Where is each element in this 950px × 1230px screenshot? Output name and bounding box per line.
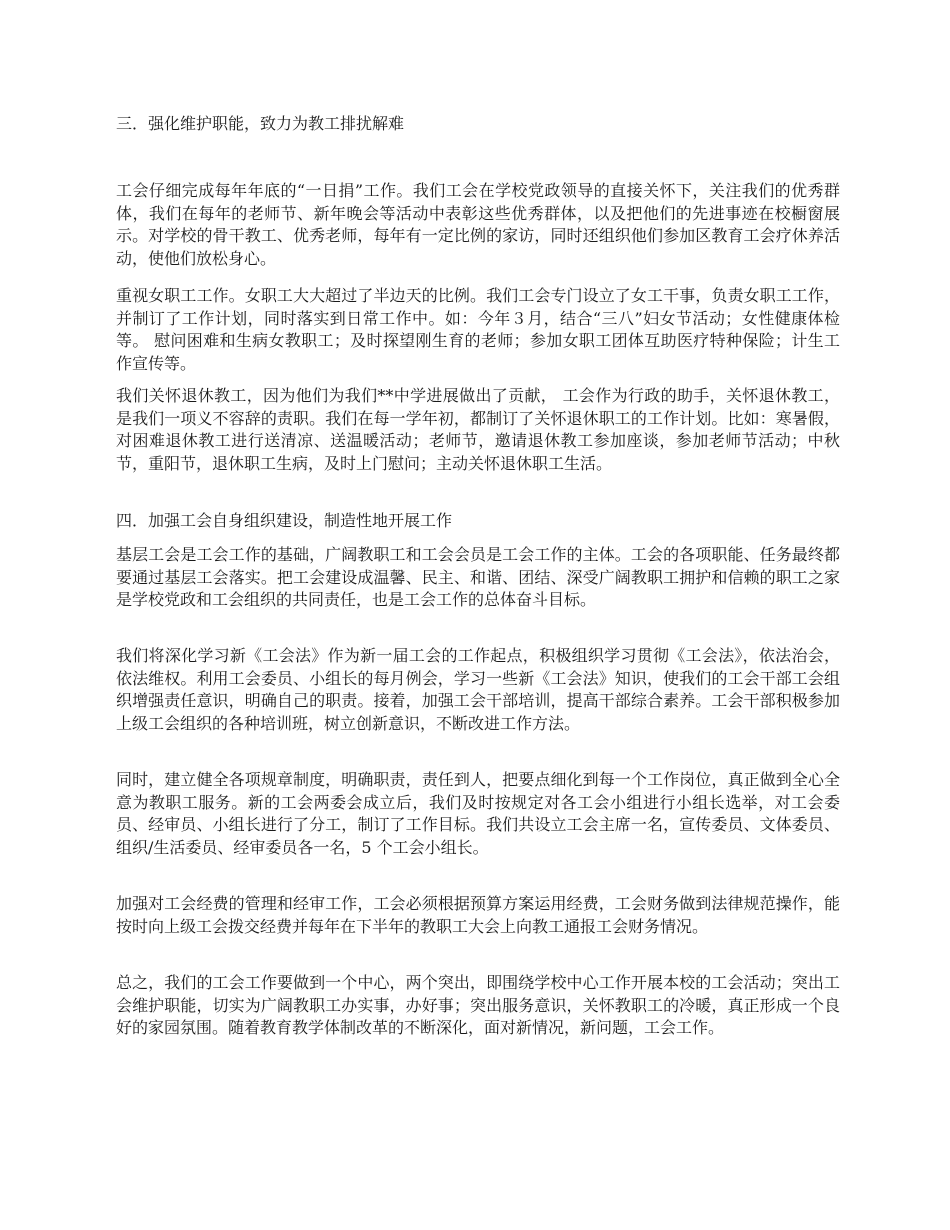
paragraph-rules-system: 同时，建立健全各项规章制度，明确职责，责任到人，把要点细化到每一个工作岗位，真正做到全心全意为教职工服务。新的工会两委会成立后，我们及时按规定对各工会小组进行小组长选举，对工会委员、经审员、小组长进行了分工，制订了工作目标。我们共设立工会主席一名，宣传委员、文体委员、组织/生活委员、经审委员各一名，5 个工会小组长。 [116,770,840,857]
section-heading-4: 四．加强工会自身组织建设，制造性地开展工作 [116,511,453,530]
paragraph-female-staff: 重视女职工工作。女职工大大超过了半边天的比例。我们工会专门设立了女工干事，负责女职工工作，并制订了工作计划，同时落实到日常工作中。如：今年３月，结合“三八”妇女节活动；女性健康体检等。 慰问困难和生病女教职工；及时探望刚生育的老师；参加女职工团体互助医疗特种保险；计生工作宣传等。 [116,286,840,373]
paragraph-funds-management: 加强对工会经费的管理和经审工作，工会必须根据预算方案运用经费，工会财务做到法律规范操作，能按时向上级工会拨交经费并每年在下半年的教职工大会上向教工通报工会财务情况。 [116,894,840,936]
paragraph-retired-staff: 我们关怀退休教工，因为他们为我们**中学进展做出了贡献， 工会作为行政的助手，关怀退休教工，是我们一项义不容辞的责职。我们在每一学年初，都制订了关怀退休职工的工作计划。比如：寒暑假，对困难退休教工进行送清凉、送温暖活动；老师节，邀请退休教工参加座谈，参加老师节活动；中秋节，重阳节，退休职工生病，及时上门慰问；主动关怀退休职工生活。 [116,386,840,473]
paragraph-conclusion: 总之，我们的工会工作要做到一个中心，两个突出，即围绕学校中心工作开展本校的工会活动；突出工会维护职能，切实为广阔教职工办实事，办好事；突出服务意识，关怀教职工的冷暖，真正形成一个良好的家园氛围。随着教育教学体制改革的不断深化，面对新情况，新问题，工会工作。 [116,973,840,1038]
section-heading-3: 三．强化维护职能，致力为教工排扰解难 [116,114,405,133]
paragraph-one-day-donation: 工会仔细完成每年年底的“一日捐”工作。我们工会在学校党政领导的直接关怀下，关注我们的优秀群体，我们在每年的老师节、新年晚会等活动中表彰这些优秀群体，以及把他们的先进事迹在校橱窗展示。对学校的骨干教工、优秀老师，每年有一定比例的家访，同时还组织他们参加区教育工会疗休养活动，使他们放松身心。 [116,181,840,268]
paragraph-grassroots-union: 基层工会是工会工作的基础，广阔教职工和工会会员是工会工作的主体。工会的各项职能、任务最终都要通过基层工会落实。把工会建设成温馨、民主、和谐、团结、深受广阔教职工拥护和信赖的职工之家是学校党政和工会组织的共同责任，也是工会工作的总体奋斗目标。 [116,545,840,610]
paragraph-union-law: 我们将深化学习新《工会法》作为新一届工会的工作起点，积极组织学习贯彻《工会法》，依法治会，依法维权。利用工会委员、小组长的每月例会，学习一些新《工会法》知识，使我们的工会干部工会组织增强责任意识，明确自己的职责。接着，加强工会干部培训，提高干部综合素养。工会干部积极参加上级工会组织的各种培训班，树立创新意识，不断改进工作方法。 [116,646,840,733]
